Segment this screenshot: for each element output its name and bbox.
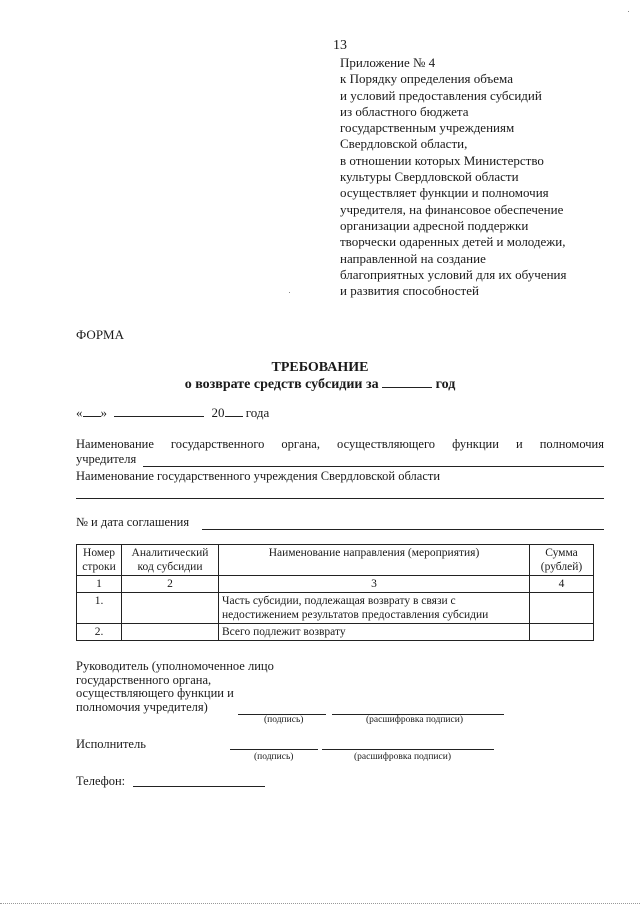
year-blank[interactable] — [382, 376, 432, 388]
head-signature-caption: (подпись) — [264, 715, 304, 725]
header-text: Аналитический — [131, 547, 209, 559]
row-code-cell[interactable] — [122, 624, 219, 641]
header-name: Наименование направления (мероприятия) — [219, 545, 530, 576]
appendix-line: Приложение № 4 — [340, 55, 436, 70]
column-number: 3 — [219, 576, 530, 593]
row-name-text: Часть субсидии, подлежащая возврату в связи с — [222, 595, 456, 607]
header-text: Номер — [83, 547, 115, 559]
executor-decoding-line[interactable] — [322, 749, 494, 750]
head-line: Руководитель (уполномоченное лицо — [76, 659, 274, 673]
row-sum-cell[interactable] — [530, 624, 594, 641]
scan-edge — [0, 903, 640, 904]
year-digits-blank[interactable] — [225, 405, 243, 417]
founder-blank[interactable] — [143, 466, 604, 467]
table-row — [77, 593, 594, 624]
column-number: 2 — [122, 576, 219, 593]
executor-signature-line[interactable] — [230, 749, 318, 750]
appendix-line: и условий предоставления субсидий — [340, 87, 542, 103]
header-text: строки — [82, 561, 116, 573]
day-blank[interactable] — [83, 405, 101, 417]
date-line — [76, 405, 269, 421]
org-line1: Наименование государственного органа, осуществляющего функции и полномочия — [76, 437, 604, 451]
row-number: 2. — [77, 624, 122, 641]
row-code-cell[interactable] — [122, 593, 219, 624]
page-number: 13 — [333, 38, 347, 53]
appendix-line: осуществляет функции и полномочия — [340, 185, 549, 201]
header-text: Сумма — [545, 547, 578, 559]
close-quote: » — [100, 405, 107, 420]
appendix-line: из областного бюджета — [340, 103, 469, 119]
document-title — [0, 359, 640, 393]
row-name-text: Всего подлежит возврату — [222, 626, 346, 638]
header-row-number — [77, 545, 122, 576]
head-line: полномочия учредителя) — [76, 699, 208, 714]
title-suffix: год — [435, 377, 456, 392]
agreement-blank[interactable] — [202, 529, 604, 530]
row-sum-cell[interactable] — [530, 593, 594, 624]
header-sum — [530, 545, 594, 576]
row-name-text: недостижением результатов предоставления субсидии — [222, 609, 489, 621]
appendix-line: в отношении которых Министерство — [340, 152, 544, 168]
year-suffix: года — [245, 405, 270, 420]
appendix-line: культуры Свердловской области — [340, 169, 519, 185]
appendix-line: организации адресной поддержки — [340, 217, 529, 233]
column-number: 4 — [530, 576, 594, 593]
header-text: (рублей) — [540, 561, 583, 573]
appendix-line: и развития способностей — [340, 283, 479, 299]
appendix-line: государственным учреждениям — [340, 120, 515, 136]
agreement-label: № и дата соглашения — [76, 515, 190, 529]
header-text: код субсидии — [137, 561, 203, 573]
appendix-line: творчески одаренных детей и молодежи, — [340, 234, 566, 250]
refund-table — [76, 544, 594, 641]
title-line1: ТРЕБОВАНИЕ — [271, 360, 369, 375]
appendix-line: учредителя, на финансовое обеспечение — [340, 201, 564, 217]
executor-signature-caption: (подпись) — [254, 752, 294, 762]
month-blank[interactable] — [114, 405, 204, 417]
appendix-block — [340, 55, 567, 299]
scan-dot — [628, 11, 629, 12]
executor-label: Исполнитель — [76, 737, 146, 751]
appendix-line: Свердловской области, — [340, 136, 468, 152]
row-name — [219, 593, 530, 624]
title-prefix: о возврате средств субсидии за — [184, 377, 379, 392]
head-block — [76, 660, 274, 714]
scan-dot — [289, 292, 290, 293]
appendix-line: к Порядку определения объема — [340, 71, 513, 87]
form-label: ФОРМА — [76, 327, 124, 342]
institution-blank[interactable] — [76, 498, 604, 499]
header-code — [122, 545, 219, 576]
title-line2 — [0, 376, 640, 393]
column-number: 1 — [77, 576, 122, 593]
column-number-row — [77, 576, 594, 593]
phone-blank[interactable] — [133, 786, 265, 787]
head-line: осуществляющего функции и — [76, 686, 234, 700]
year-prefix: 20 — [211, 405, 225, 420]
head-decoding-caption: (расшифровка подписи) — [366, 715, 463, 725]
head-line: государственного органа, — [76, 672, 212, 687]
row-number: 1. — [77, 593, 122, 624]
appendix-line: благоприятных условий для их обучения — [340, 266, 567, 282]
phone-label: Телефон: — [76, 774, 126, 788]
appendix-line: направленной на создание — [340, 250, 486, 266]
table-row — [77, 624, 594, 641]
executor-decoding-caption: (расшифровка подписи) — [354, 752, 451, 762]
open-quote: « — [76, 405, 83, 420]
table-header-row — [77, 545, 594, 576]
row-name — [219, 624, 530, 641]
org-line3: Наименование государственного учреждения Свердловской области — [76, 469, 441, 483]
org-line2: учредителя — [76, 452, 137, 466]
